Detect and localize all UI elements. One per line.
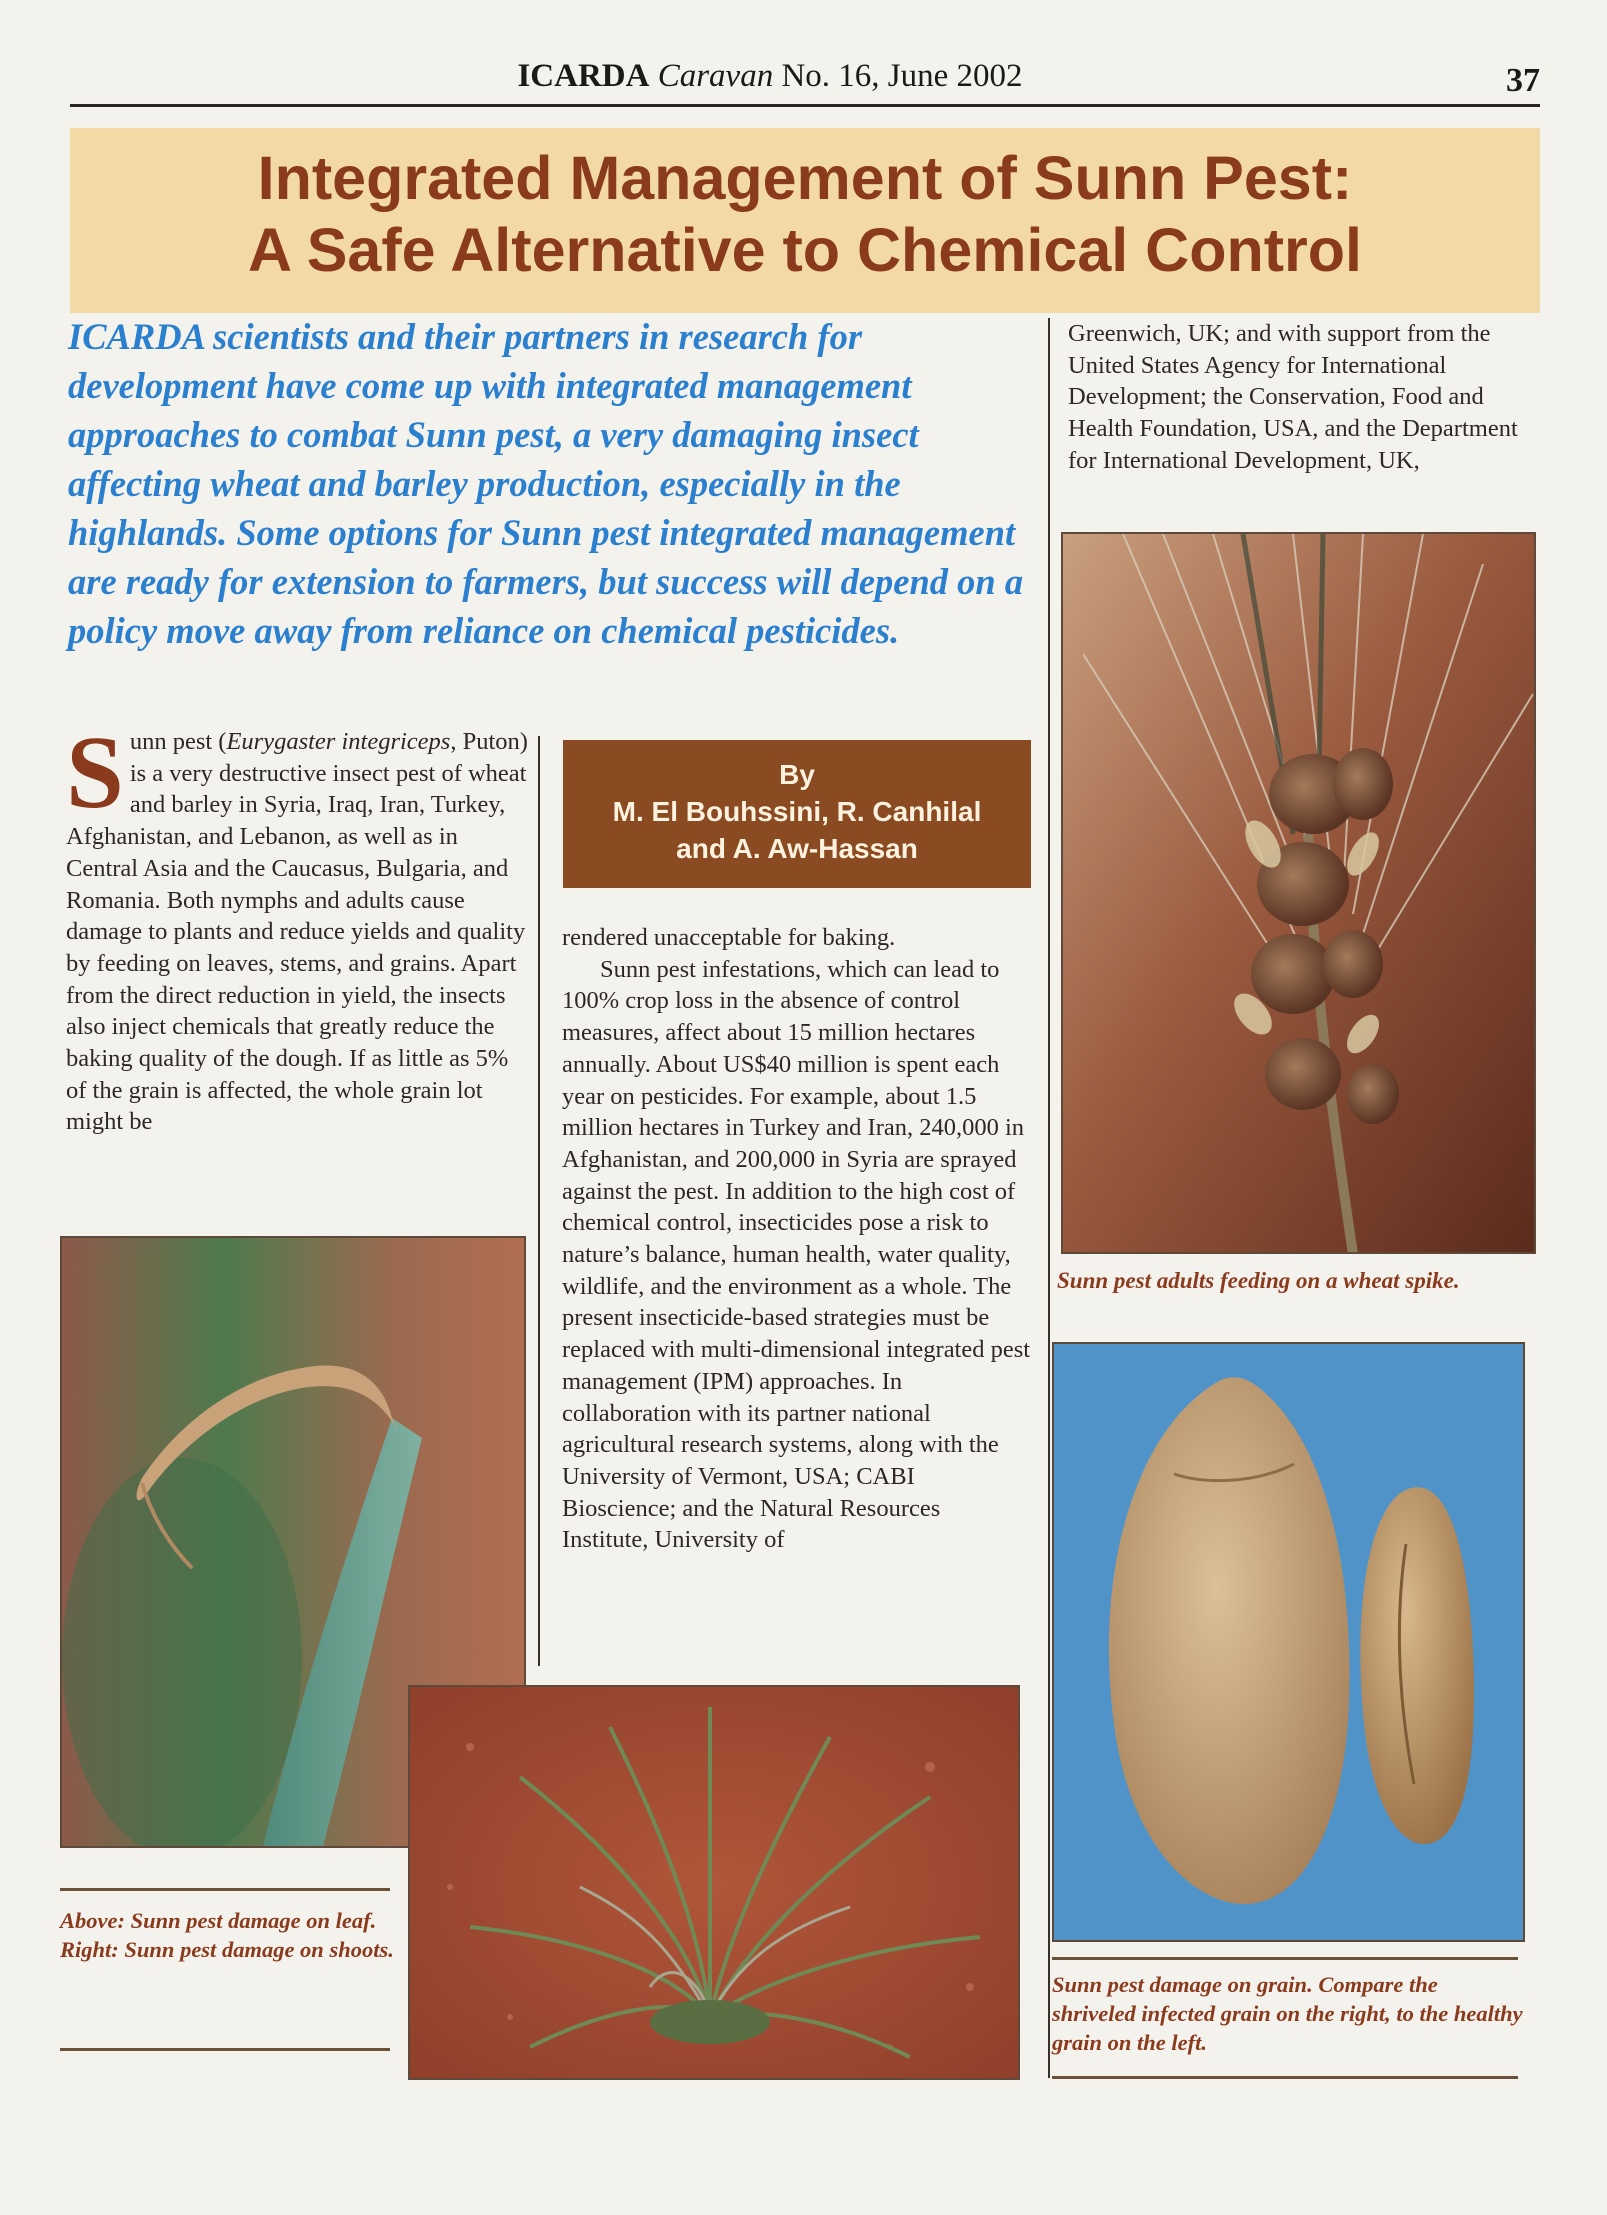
header-rule (70, 104, 1540, 107)
byline-authors-1: M. El Bouhssini, R. Canhilal (612, 796, 982, 827)
article-deck: ICARDA scientists and their partners in research for development have come up with integrated management approaches to combat Sunn pest, a very damaging insect affecting wheat and barley production, especially in the highlands. Some options for Sunn pest integrated management are ready for extension to farmers, but success will depend on a policy move away from reliance on chemical pesticides. (68, 316, 1024, 651)
leaf-shoots-caption (60, 1906, 400, 1964)
grain-caption-rule-top (1052, 1957, 1518, 1960)
body-column-2 (562, 922, 1032, 1556)
running-head (70, 58, 1540, 102)
title-band (70, 128, 1540, 313)
leaf-caption-rule-top (60, 1888, 390, 1891)
column-rule-right (1048, 318, 1050, 2078)
shoots-caption-line: Right: Sunn pest damage on shoots. (60, 1937, 394, 1962)
publication-series: Caravan (657, 58, 774, 94)
body-column-3: Greenwich, UK; and with support from the United States Agency for International Development; the Conservation, Food and Health Foundation, USA, and the Department for International Development, UK, (1068, 320, 1518, 474)
wheat-spike-caption: Sunn pest adults feeding on a wheat spike. (1057, 1268, 1460, 1293)
byline-by: By (779, 759, 815, 790)
col2-paragraph: Sunn pest infestations, which can lead to 100% crop loss in the absence of control measures, affect about 15 million hectares annually. About US$40 million is spent each year on pesticides. For example, about 1.5 million hectares in Turkey and Iran, 240,000 in Afghanistan, and 200,000 in Syria are sprayed against the pest. In addition to the high cost of chemical control, insecticides pose a risk to nature’s balance, human health, water quality, wildlife, and the environment as a whole. The present insecticide-based strategies must be replaced with multi-dimensional integrated pest management (IPM) approaches. In collaboration with its partner national agricultural research systems, along with the University of Vermont, USA; CABI Bioscience; and the Natural Resources Institute, University of (562, 955, 1031, 1554)
col2-paragraph-end: rendered unacceptable for baking. (562, 924, 896, 951)
publication-line (70, 58, 1470, 95)
article-title-line-1: Integrated Management of Sunn Pest: (257, 144, 1353, 212)
column-rule-middle (538, 736, 540, 1666)
col1-text-start: unn pest ( (129, 728, 227, 755)
article-title-line-2: A Safe Alternative to Chemical Control (247, 216, 1363, 284)
wheat-spike-photo (1061, 532, 1536, 1254)
drop-cap: S (66, 715, 124, 830)
byline-box (563, 740, 1031, 888)
issue-info: No. 16, June 2002 (781, 58, 1023, 94)
leaf-caption-line: Above: Sunn pest damage on leaf. (60, 1908, 377, 1933)
species-name: Eurygaster integriceps (226, 728, 451, 755)
page-number: 37 (1506, 62, 1540, 99)
leaf-caption-rule-bottom (60, 2048, 390, 2051)
grain-photo (1052, 1342, 1525, 1942)
publication-name: ICARDA (517, 58, 650, 94)
byline-authors-2: and A. Aw-Hassan (676, 833, 918, 864)
shoots-photo (408, 1685, 1020, 2080)
grain-caption: Sunn pest damage on grain. Compare the shriveled infected grain on the right, to the healthy grain on the left. (1052, 1972, 1523, 2055)
grain-caption-rule-bottom (1052, 2076, 1518, 2079)
wheat-spike-image (1063, 534, 1536, 1254)
col1-text-rest: , Puton) is a very destructive insect pest of wheat and barley in Syria, Iraq, Iran, Turkey, Afghanistan, and Lebanon, as well as in Central Asia and the Caucasus, Bulgaria, and Romania. Both nymphs and adults cause damage to plants and reduce yields and quality by feeding on leaves, stems, and grains. Apart from the direct reduction in yield, the insects also inject chemicals that greatly reduce the baking quality of the dough. If as little as 5% of the grain is affected, the whole grain lot might be (66, 728, 528, 1136)
grain-image (1054, 1344, 1525, 1942)
body-column-1 (66, 715, 532, 1138)
shoots-image (410, 1687, 1020, 2080)
